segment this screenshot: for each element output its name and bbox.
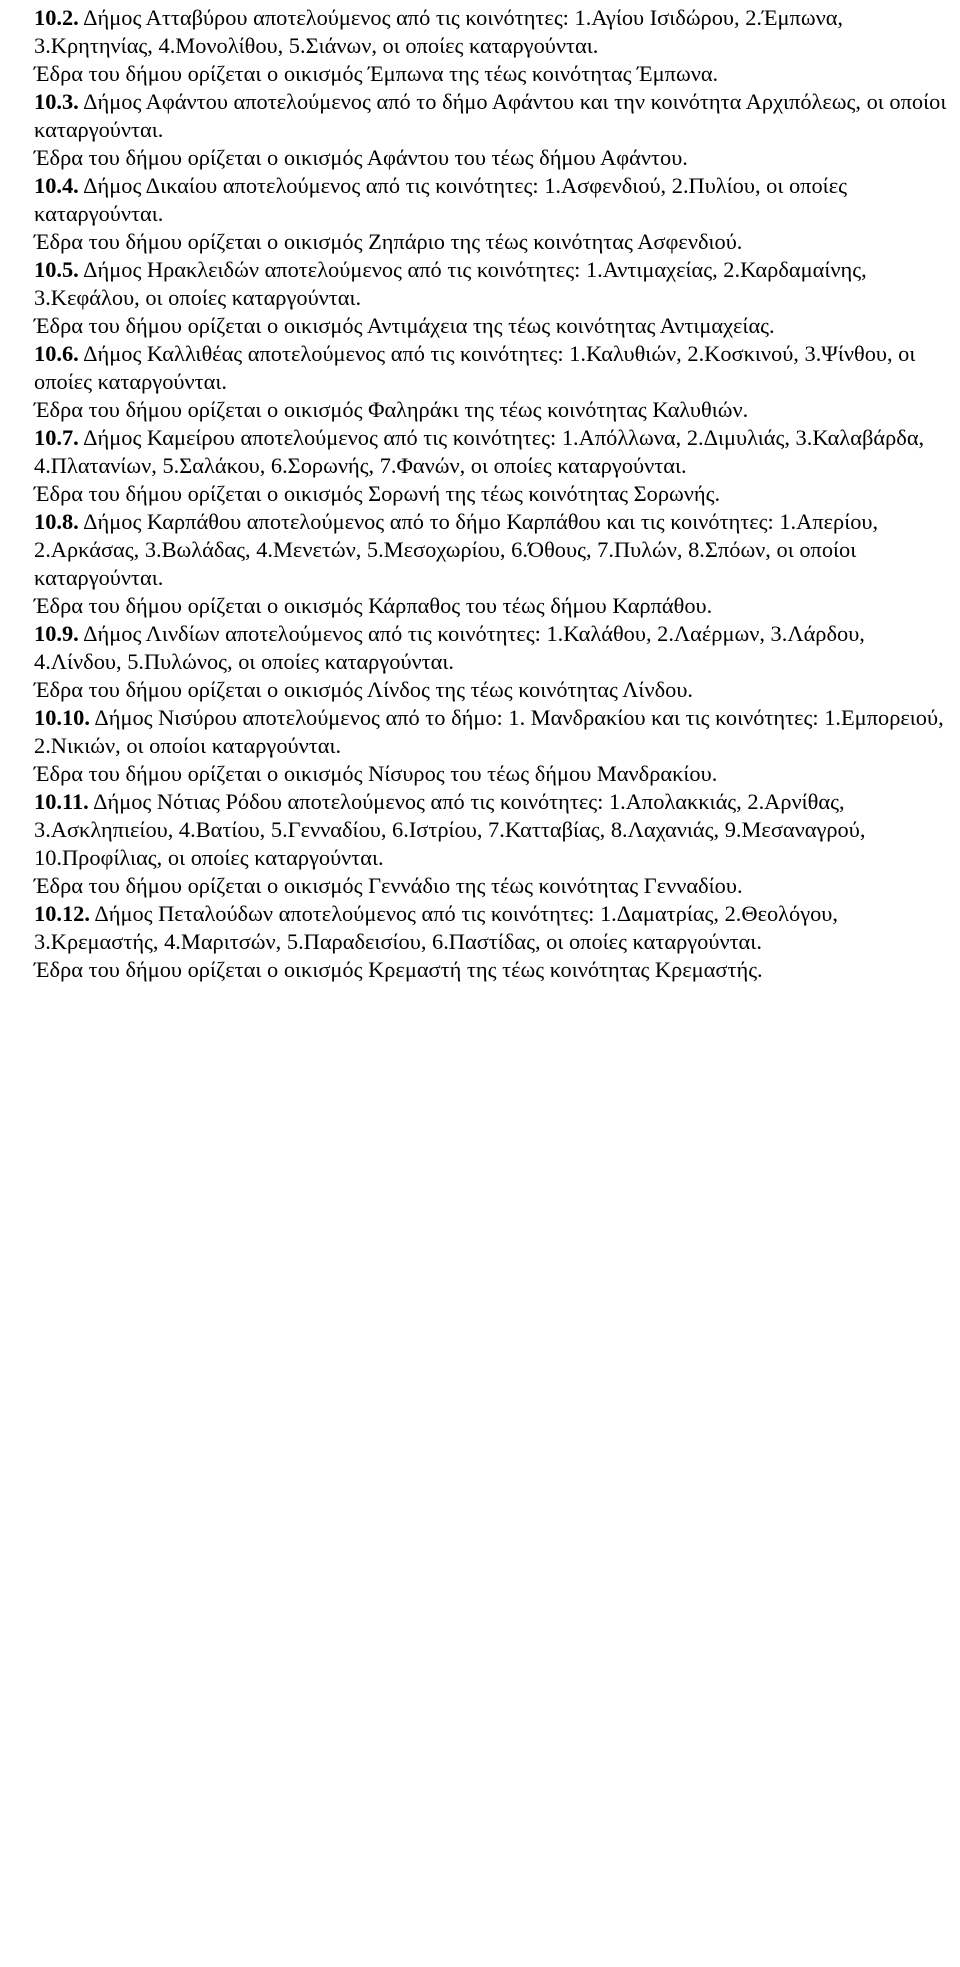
article-10-10 bbox=[34, 704, 954, 760]
article-10-12 bbox=[34, 900, 954, 956]
seat-paragraph: Έδρα του δήμου ορίζεται ο οικισμός Λίνδος της τέως κοινότητας Λίνδου. bbox=[34, 677, 694, 702]
article-10-5 bbox=[34, 256, 954, 312]
article-text: Δήμος Δικαίου αποτελούμενος από τις κοινότητες: 1.Ασφενδιού, 2.Πυλίου, οι οποίες καταργούνται. bbox=[34, 173, 847, 226]
article-number: 10.8. bbox=[34, 509, 79, 534]
article-number: 10.12. bbox=[34, 901, 90, 926]
article-text: Δήμος Ηρακλειδών αποτελούμενος από τις κοινότητες: 1.Αντιμαχείας, 2.Καρδαμαίνης, 3.Κεφάλου, οι οποίες καταργούνται. bbox=[34, 257, 867, 310]
article-text: Δήμος Αφάντου αποτελούμενος από το δήμο Αφάντου και την κοινότητα Αρχιπόλεως, οι οποίοι καταργούνται. bbox=[34, 89, 947, 142]
article-text: Δήμος Νισύρου αποτελούμενος από το δήμο: 1. Μανδρακίου και τις κοινότητες: 1.Εμπορειού, 2.Νικιών, οι οποίοι καταργούνται. bbox=[34, 705, 944, 758]
article-10-3 bbox=[34, 88, 954, 144]
article-number: 10.3. bbox=[34, 89, 79, 114]
article-text: Δήμος Καρπάθου αποτελούμενος από το δήμο Καρπάθου και τις κοινότητες: 1.Απερίου, 2.Αρκάσας, 3.Βωλάδας, 4.Μενετών, 5.Μεσοχωρίου, 6.Όθους, 7.Πυλών, 8.Σπόων, οι οποίοι καταργούνται. bbox=[34, 509, 879, 590]
document-page bbox=[34, 4, 954, 984]
article-number: 10.2. bbox=[34, 5, 79, 30]
article-10-9 bbox=[34, 620, 954, 676]
seat-paragraph: Έδρα του δήμου ορίζεται ο οικισμός Έμπωνα της τέως κοινότητας Έμπωνα. bbox=[34, 61, 719, 86]
article-text: Δήμος Καμείρου αποτελούμενος από τις κοινότητες: 1.Απόλλωνα, 2.Διμυλιάς, 3.Καλαβάρδα, 4.Πλατανίων, 5.Σαλάκου, 6.Σορωνής, 7.Φανών, οι οποίες καταργούνται. bbox=[34, 425, 925, 478]
article-number: 10.5. bbox=[34, 257, 79, 282]
article-10-4 bbox=[34, 172, 954, 228]
article-text: Δήμος Πεταλούδων αποτελούμενος από τις κοινότητες: 1.Δαματρίας, 2.Θεολόγου, 3.Κρεμαστής, 4.Μαριτσών, 5.Παραδεισίου, 6.Παστίδας, οι οποίες καταργούνται. bbox=[34, 901, 838, 954]
article-10-8 bbox=[34, 508, 954, 592]
seat-paragraph: Έδρα του δήμου ορίζεται ο οικισμός Φαληράκι της τέως κοινότητας Καλυθιών. bbox=[34, 397, 749, 422]
article-number: 10.11. bbox=[34, 789, 89, 814]
article-10-7 bbox=[34, 424, 954, 480]
seat-paragraph: Έδρα του δήμου ορίζεται ο οικισμός Κρεμαστή της τέως κοινότητας Κρεμαστής. bbox=[34, 957, 763, 982]
article-text: Δήμος Καλλιθέας αποτελούμενος από τις κοινότητες: 1.Καλυθιών, 2.Κοσκινού, 3.Ψίνθου, οι οποίες καταργούνται. bbox=[34, 341, 916, 394]
article-text: Δήμος Ατταβύρου αποτελούμενος από τις κοινότητες: 1.Αγίου Ισιδώρου, 2.Έμπωνα, 3.Κρητηνίας, 4.Μονολίθου, 5.Σιάνων, οι οποίες καταργούνται. bbox=[34, 5, 844, 58]
article-number: 10.7. bbox=[34, 425, 79, 450]
article-number: 10.4. bbox=[34, 173, 79, 198]
article-10-2 bbox=[34, 4, 954, 60]
seat-paragraph: Έδρα του δήμου ορίζεται ο οικισμός Ζηπάριο της τέως κοινότητας Ασφενδιού. bbox=[34, 229, 743, 254]
seat-paragraph: Έδρα του δήμου ορίζεται ο οικισμός Νίσυρος του τέως δήμου Μανδρακίου. bbox=[34, 761, 718, 786]
seat-paragraph: Έδρα του δήμου ορίζεται ο οικισμός Σορωνή της τέως κοινότητας Σορωνής. bbox=[34, 481, 721, 506]
article-text: Δήμος Νότιας Ρόδου αποτελούμενος από τις κοινότητες: 1.Απολακκιάς, 2.Αρνίθας, 3.Ασκληπιείου, 4.Βατίου, 5.Γενναδίου, 6.Ιστρίου, 7.Κατταβίας, 8.Λαχανιάς, 9.Μεσαναγρού, 10.Προφίλιας, οι οποίες καταργούνται. bbox=[34, 789, 866, 870]
article-text: Δήμος Λινδίων αποτελούμενος από τις κοινότητες: 1.Καλάθου, 2.Λαέρμων, 3.Λάρδου, 4.Λίνδου, 5.Πυλώνος, οι οποίες καταργούνται. bbox=[34, 621, 865, 674]
seat-paragraph: Έδρα του δήμου ορίζεται ο οικισμός Αφάντου του τέως δήμου Αφάντου. bbox=[34, 145, 688, 170]
article-number: 10.9. bbox=[34, 621, 79, 646]
seat-paragraph: Έδρα του δήμου ορίζεται ο οικισμός Αντιμάχεια της τέως κοινότητας Αντιμαχείας. bbox=[34, 313, 775, 338]
seat-paragraph: Έδρα του δήμου ορίζεται ο οικισμός Κάρπαθος του τέως δήμου Καρπάθου. bbox=[34, 593, 713, 618]
article-number: 10.6. bbox=[34, 341, 79, 366]
article-10-6 bbox=[34, 340, 954, 396]
seat-paragraph: Έδρα του δήμου ορίζεται ο οικισμός Γεννάδιο της τέως κοινότητας Γενναδίου. bbox=[34, 873, 743, 898]
article-10-11 bbox=[34, 788, 954, 872]
article-number: 10.10. bbox=[34, 705, 90, 730]
